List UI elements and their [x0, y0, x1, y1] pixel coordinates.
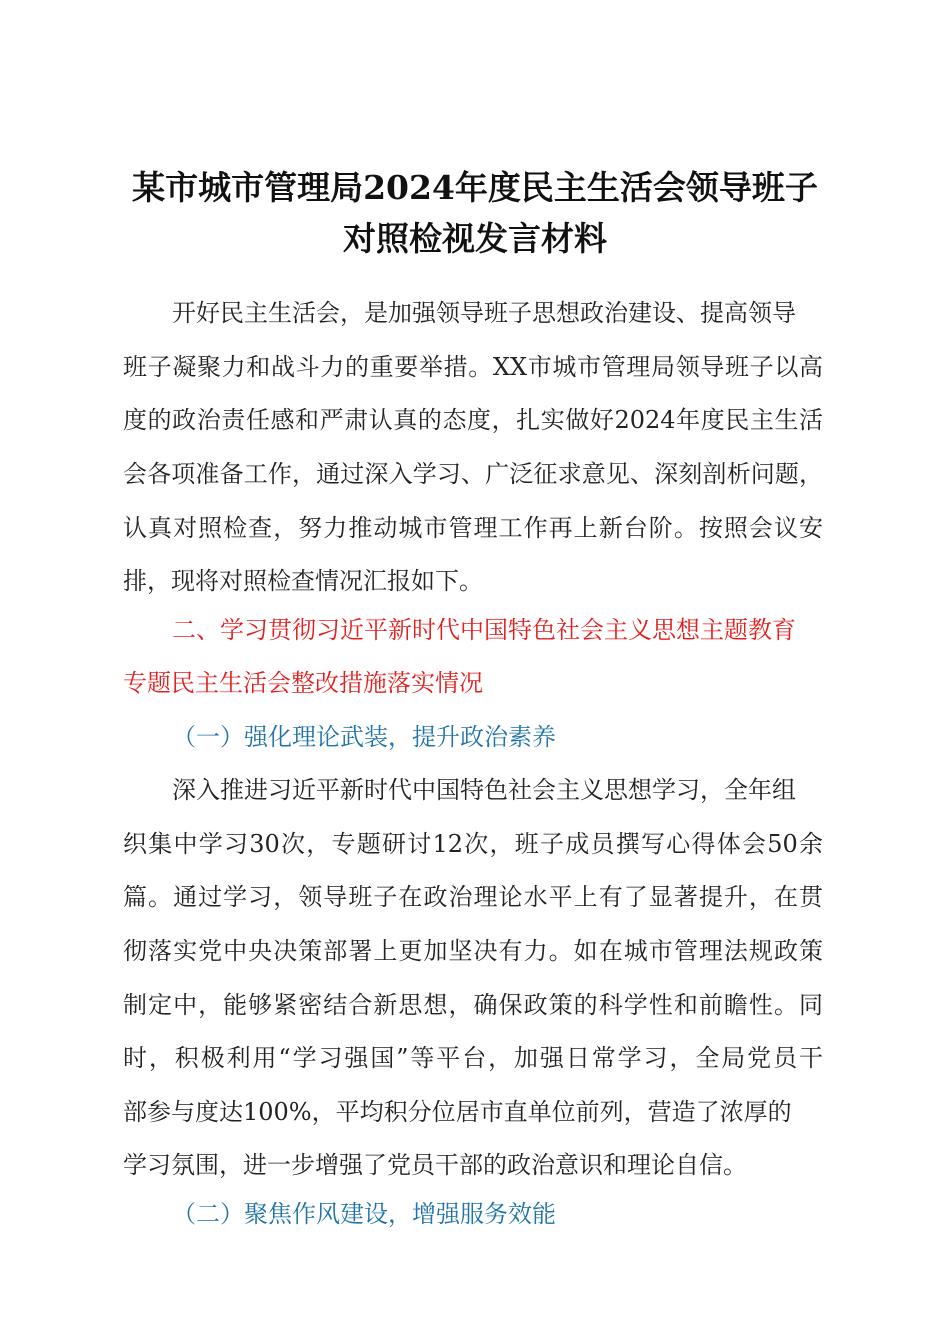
- document-title-line-2: 对照检视发言材料: [343, 219, 607, 258]
- subsection-1-line: 彻落实党中央决策部署上更加坚决有力。如在城市管理法规政策: [123, 937, 823, 965]
- intro-line: 开好民主生活会，是加强领导班子思想政治建设、提高领导: [172, 299, 796, 327]
- subsection-1-line: 织集中学习30次，专题研讨12次，班子成员撰写心得体会50余: [123, 830, 823, 858]
- subsection-1-line: 制定中，能够紧密结合新思想，确保政策的科学性和前瞻性。同: [123, 991, 823, 1019]
- section-heading-line-1: 二、学习贯彻习近平新时代中国特色社会主义思想主题教育: [172, 616, 796, 644]
- intro-line: 排，现将对照检查情况汇报如下。: [123, 567, 483, 595]
- section-heading-line-2: 专题民主生活会整改措施落实情况: [123, 669, 483, 697]
- subsection-heading-2: （二）聚焦作风建设，增强服务效能: [172, 1200, 556, 1228]
- subsection-1-line: 篇。通过学习，领导班子在政治理论水平上有了显著提升，在贯: [123, 883, 823, 911]
- intro-line: 班子凝聚力和战斗力的重要举措。XX市城市管理局领导班子以高: [123, 353, 823, 381]
- intro-line: 会各项准备工作，通过深入学习、广泛征求意见、深刻剖析问题，: [123, 460, 823, 488]
- intro-line: 认真对照检查，努力推动城市管理工作再上新台阶。按照会议安: [123, 514, 823, 542]
- subsection-1-line: 时，积极利用“学习强国”等平台，加强日常学习，全局党员干: [123, 1044, 823, 1072]
- subsection-heading-1: （一）强化理论武装，提升政治素养: [172, 723, 556, 751]
- document-title-line-1: 某市城市管理局2024年度民主生活会领导班子: [132, 168, 818, 207]
- subsection-1-line: 部参与度达100%，平均积分位居市直单位前列，营造了浓厚的: [123, 1098, 792, 1126]
- intro-line: 度的政治责任感和严肃认真的态度，扎实做好2024年度民主生活: [123, 406, 823, 434]
- subsection-1-line: 深入推进习近平新时代中国特色社会主义思想学习，全年组: [172, 776, 796, 804]
- subsection-1-line: 学习氛围，进一步增强了党员干部的政治意识和理论自信。: [123, 1151, 747, 1179]
